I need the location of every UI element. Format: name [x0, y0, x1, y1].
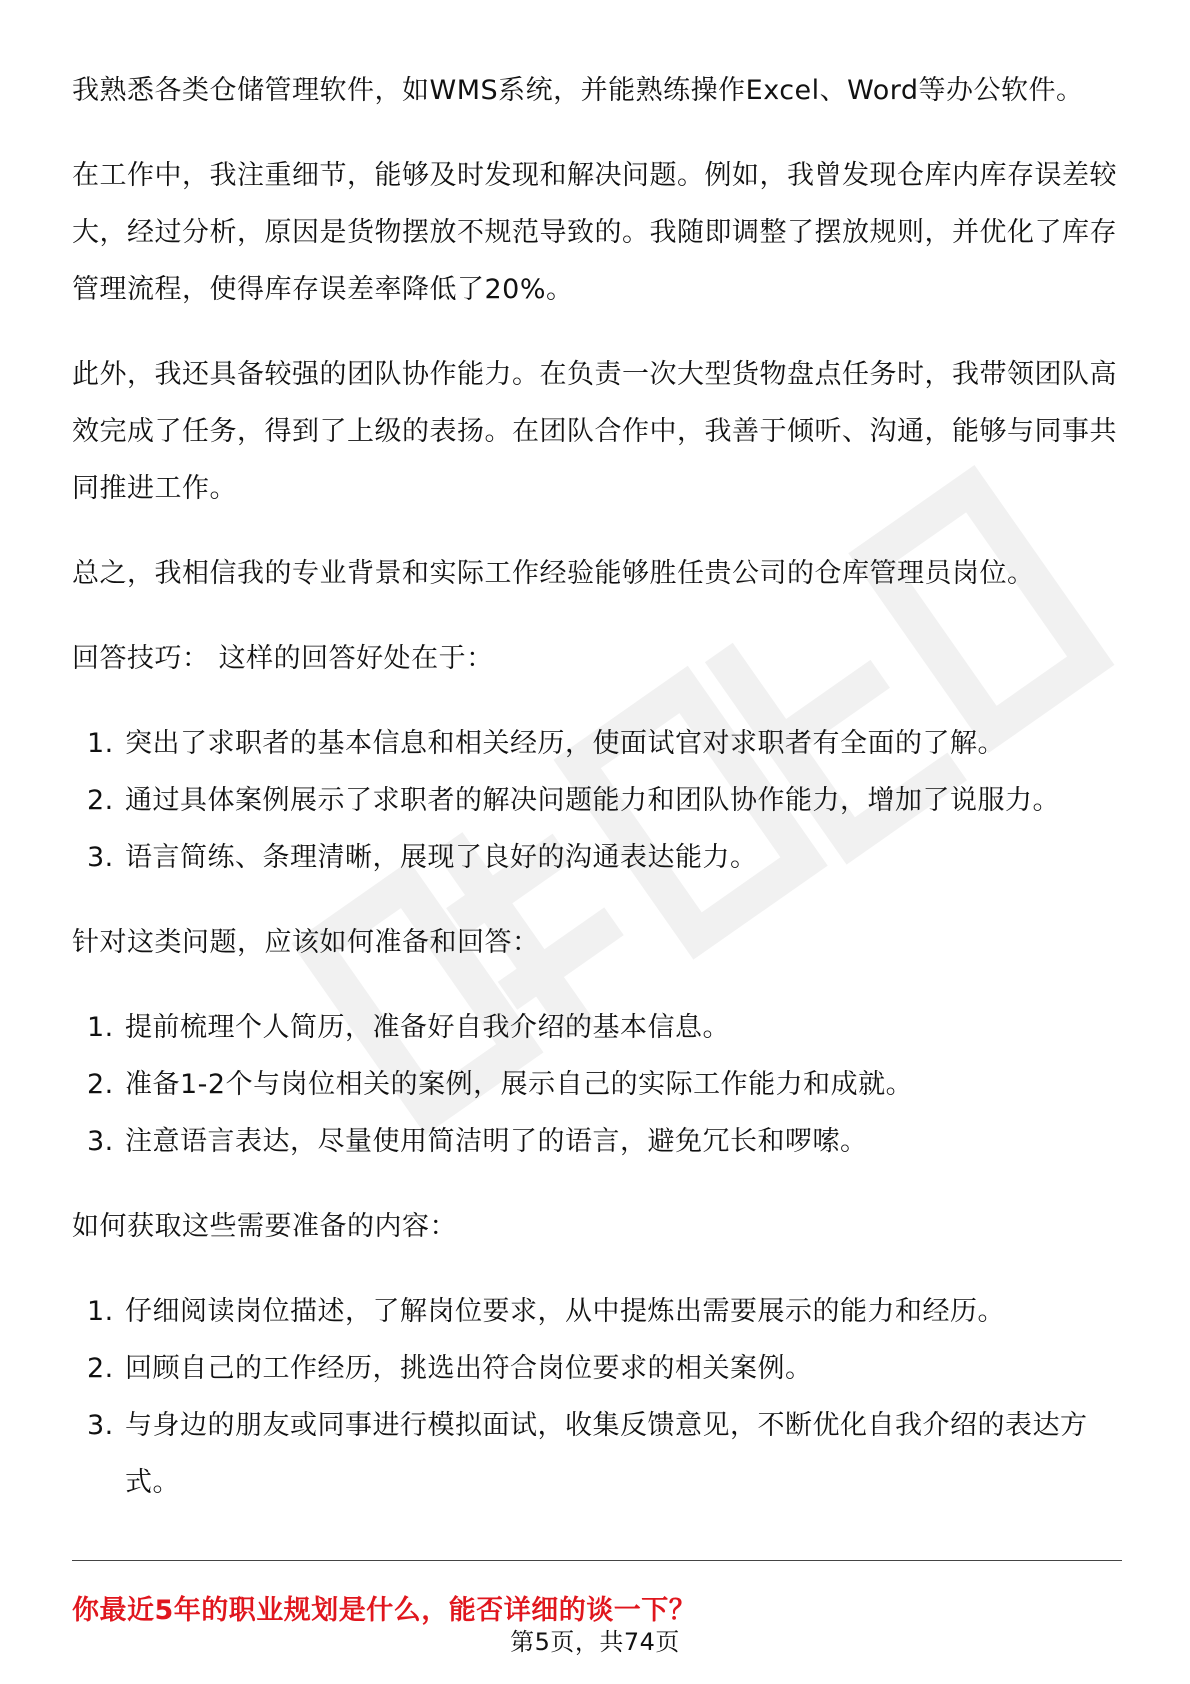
- prepare-heading: 针对这类问题，应该如何准备和回答：: [72, 927, 540, 958]
- list-item-text: 与身边的朋友或同事进行模拟面试，收集反馈意见，不断优化自我介绍的表达方式。: [125, 1410, 1088, 1498]
- tips-list: [72, 715, 1122, 886]
- list-item: [72, 1397, 1122, 1511]
- list-item: [72, 1340, 1122, 1397]
- list-item-text: 提前梳理个人简历，准备好自我介绍的基本信息。: [125, 1012, 730, 1043]
- list-item: [72, 1283, 1122, 1340]
- paragraph-software-skills: 我熟悉各类仓储管理软件，如WMS系统，并能熟练操作Excel、Word等办公软件。: [72, 75, 1084, 106]
- list-item: [72, 1056, 1122, 1113]
- list-item-number: 3.: [87, 1410, 114, 1441]
- list-item-text: 语言简练、条理清晰，展现了良好的沟通表达能力。: [125, 842, 758, 873]
- list-item-number: 2.: [87, 785, 114, 816]
- list-item-number: 2.: [87, 1069, 114, 1100]
- section-divider: [72, 1560, 1122, 1561]
- list-item-number: 3.: [87, 842, 114, 873]
- prepare-list: [72, 999, 1122, 1170]
- list-item: [72, 772, 1122, 829]
- list-item: [72, 829, 1122, 886]
- next-question-heading: 你最近5年的职业规划是什么，能否详细的谈一下？: [72, 1595, 697, 1626]
- paragraph-conclusion: 总之，我相信我的专业背景和实际工作经验能够胜任贵公司的仓库管理员岗位。: [72, 558, 1035, 589]
- list-item: [72, 715, 1122, 772]
- list-item-number: 1.: [87, 1296, 114, 1327]
- list-item-text: 注意语言表达，尽量使用简洁明了的语言，避免冗长和啰嗦。: [125, 1126, 868, 1157]
- document-body: [72, 62, 1122, 1539]
- list-item-number: 1.: [87, 1012, 114, 1043]
- list-item-number: 3.: [87, 1126, 114, 1157]
- acquire-list: [72, 1283, 1122, 1511]
- paragraph-detail-example: 在工作中，我注重细节，能够及时发现和解决问题。例如，我曾发现仓库内库存误差较大，经过分析，原因是货物摆放不规范导致的。我随即调整了摆放规则，并优化了库存管理流程，使得库存误差率降低了20%。: [72, 160, 1117, 305]
- paragraph-teamwork: 此外，我还具备较强的团队协作能力。在负责一次大型货物盘点任务时，我带领团队高效完成了任务，得到了上级的表扬。在团队合作中，我善于倾听、沟通，能够与同事共同推进工作。: [72, 359, 1117, 504]
- list-item-text: 准备1-2个与岗位相关的案例，展示自己的实际工作能力和成就。: [125, 1069, 914, 1100]
- acquire-heading: 如何获取这些需要准备的内容：: [72, 1211, 457, 1242]
- page-number: 第5页，共74页: [510, 1628, 680, 1656]
- list-item-text: 仔细阅读岗位描述，了解岗位要求，从中提炼出需要展示的能力和经历。: [125, 1296, 1005, 1327]
- list-item-number: 2.: [87, 1353, 114, 1384]
- list-item-text: 通过具体案例展示了求职者的解决问题能力和团队协作能力，增加了说服力。: [125, 785, 1060, 816]
- list-item: [72, 1113, 1122, 1170]
- list-item-number: 1.: [87, 728, 114, 759]
- list-item: [72, 999, 1122, 1056]
- list-item-text: 回顾自己的工作经历，挑选出符合岗位要求的相关案例。: [125, 1353, 813, 1384]
- tips-heading: 回答技巧： 这样的回答好处在于：: [72, 643, 494, 674]
- list-item-text: 突出了求职者的基本信息和相关经历，使面试官对求职者有全面的了解。: [125, 728, 1005, 759]
